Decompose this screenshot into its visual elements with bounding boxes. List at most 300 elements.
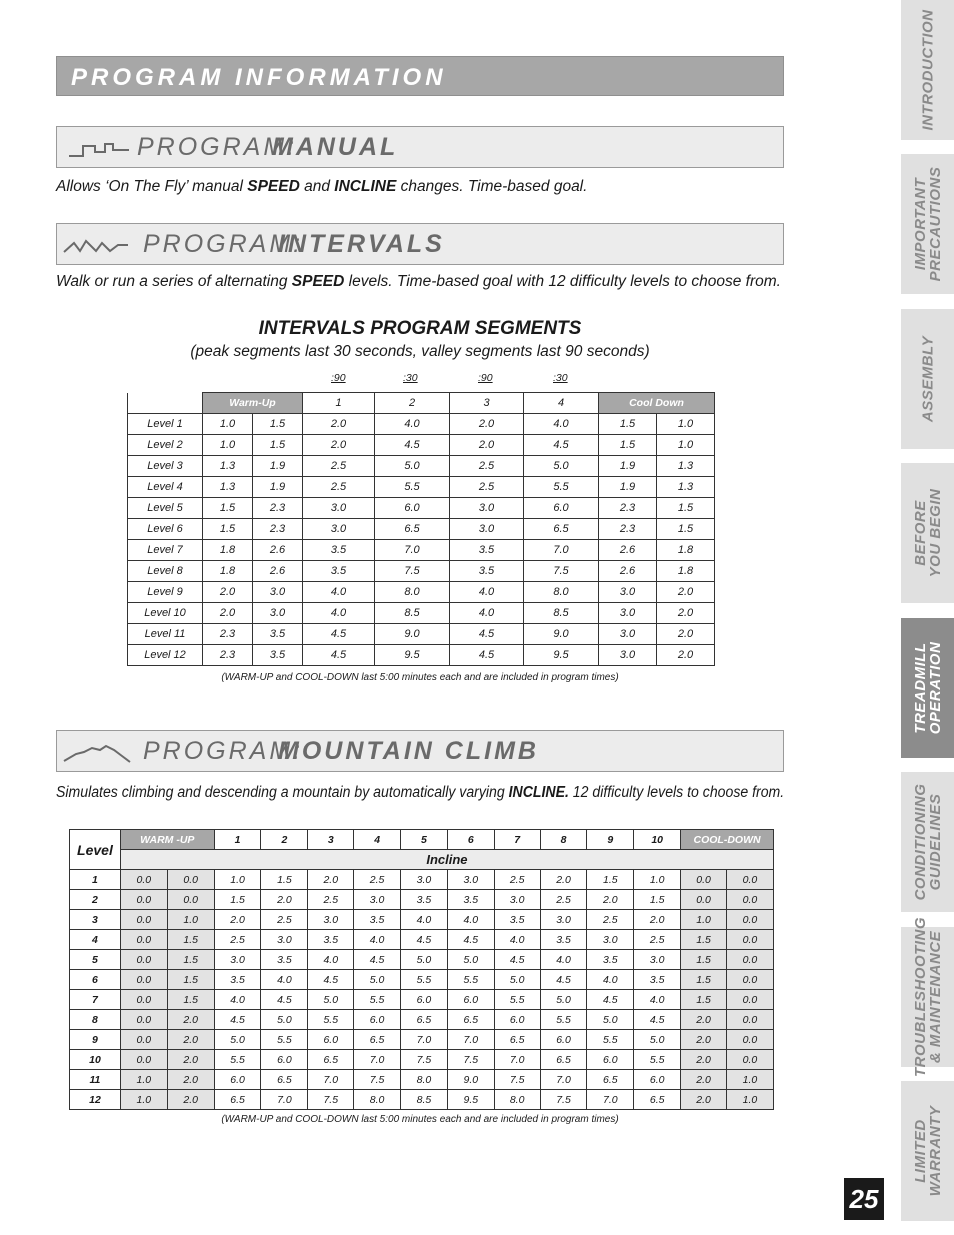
segment-header: 4 xyxy=(524,393,599,414)
speed-cell: 4.0 xyxy=(303,603,375,624)
incline-cell: 0.0 xyxy=(120,950,167,970)
level-label: 4 xyxy=(70,930,121,950)
incline-cell: 3.5 xyxy=(214,970,261,990)
speed-cell: 8.5 xyxy=(375,603,450,624)
incline-cell: 6.5 xyxy=(261,1070,308,1090)
incline-cell: 1.5 xyxy=(214,890,261,910)
mountain-row xyxy=(70,1070,774,1090)
speed-cell: 9.0 xyxy=(375,624,450,645)
segment-header: 1 xyxy=(214,830,261,850)
intervals-row xyxy=(128,498,715,519)
intervals-row xyxy=(128,477,715,498)
speed-cell: 4.5 xyxy=(375,435,450,456)
incline-cell: 3.5 xyxy=(354,910,401,930)
speed-cell: 1.5 xyxy=(599,435,657,456)
side-tab-label: TROUBLESHOOTING & MAINTENANCE xyxy=(911,917,944,1077)
speed-cell: 1.3 xyxy=(657,456,715,477)
incline-cell: 8.0 xyxy=(354,1090,401,1110)
incline-cell: 3.5 xyxy=(308,930,354,950)
intervals-row xyxy=(128,645,715,666)
incline-cell: 0.0 xyxy=(120,970,167,990)
incline-cell: 1.0 xyxy=(214,870,261,890)
incline-cell: 0.0 xyxy=(726,910,773,930)
side-tab-label: TREADMILL OPERATION xyxy=(911,641,944,735)
side-tab[interactable] xyxy=(901,309,954,449)
incline-cell: 0.0 xyxy=(167,890,214,910)
incline-cell: 7.0 xyxy=(401,1030,448,1050)
incline-cell: 1.0 xyxy=(120,1090,167,1110)
incline-cell: 1.5 xyxy=(681,930,727,950)
incline-cell: 6.0 xyxy=(540,1030,587,1050)
speed-cell: 4.5 xyxy=(450,645,524,666)
incline-cell: 4.5 xyxy=(587,990,634,1010)
incline-cell: 5.5 xyxy=(540,1010,587,1030)
side-tab-label: LIMITED WARRANTY xyxy=(911,1105,944,1197)
speed-cell: 4.0 xyxy=(375,414,450,435)
speed-cell: 1.0 xyxy=(657,435,715,456)
speed-cell: 2.3 xyxy=(203,624,253,645)
mountain-row xyxy=(70,970,774,990)
level-label: Level 2 xyxy=(128,435,203,456)
warmup-header: Warm-Up xyxy=(203,393,303,414)
speed-cell: 9.5 xyxy=(524,645,599,666)
incline-cell: 0.0 xyxy=(726,870,773,890)
incline-cell: 1.5 xyxy=(634,890,681,910)
incline-cell: 6.0 xyxy=(261,1050,308,1070)
incline-cell: 0.0 xyxy=(726,890,773,910)
speed-cell: 1.3 xyxy=(203,477,253,498)
speed-cell: 1.8 xyxy=(203,540,253,561)
intervals-row xyxy=(128,540,715,561)
speed-cell: 7.5 xyxy=(524,561,599,582)
level-label: 10 xyxy=(70,1050,121,1070)
incline-cell: 6.0 xyxy=(494,1010,540,1030)
incline-cell: 7.5 xyxy=(308,1090,354,1110)
incline-cell: 1.0 xyxy=(120,1070,167,1090)
speed-cell: 4.5 xyxy=(450,624,524,645)
incline-cell: 2.0 xyxy=(261,890,308,910)
intervals-row xyxy=(128,603,715,624)
incline-cell: 2.0 xyxy=(681,1090,727,1110)
level-label: Level 4 xyxy=(128,477,203,498)
side-tab[interactable] xyxy=(901,1081,954,1221)
segment-header: 5 xyxy=(401,830,448,850)
incline-cell: 5.0 xyxy=(401,950,448,970)
incline-cell: 7.5 xyxy=(447,1050,494,1070)
incline-cell: 5.5 xyxy=(308,1010,354,1030)
incline-cell: 5.0 xyxy=(540,990,587,1010)
speed-cell: 3.5 xyxy=(303,561,375,582)
incline-cell: 3.0 xyxy=(354,890,401,910)
speed-cell: 6.0 xyxy=(375,498,450,519)
incline-cell: 6.0 xyxy=(354,1010,401,1030)
incline-cell: 0.0 xyxy=(120,890,167,910)
incline-cell: 0.0 xyxy=(120,1010,167,1030)
incline-cell: 4.0 xyxy=(214,990,261,1010)
speed-cell: 5.5 xyxy=(375,477,450,498)
incline-cell: 1.5 xyxy=(681,970,727,990)
incline-cell: 0.0 xyxy=(726,970,773,990)
mountain-row xyxy=(70,1030,774,1050)
speed-cell: 2.0 xyxy=(657,624,715,645)
incline-cell: 3.5 xyxy=(447,890,494,910)
program-intervals-header xyxy=(56,223,784,265)
speed-cell: 5.0 xyxy=(375,456,450,477)
incline-cell: 2.5 xyxy=(354,870,401,890)
incline-cell: 2.0 xyxy=(167,1010,214,1030)
side-tab-label: BEFORE YOU BEGIN xyxy=(911,488,944,578)
incline-cell: 4.0 xyxy=(308,950,354,970)
speed-cell: 2.5 xyxy=(303,477,375,498)
warmup-header: WARM -UP xyxy=(120,830,214,850)
speed-cell: 3.0 xyxy=(303,519,375,540)
side-tab-label: CONDITIONING GUIDELINES xyxy=(911,783,944,901)
incline-cell: 4.0 xyxy=(494,930,540,950)
side-tab[interactable] xyxy=(901,772,954,912)
incline-cell: 4.5 xyxy=(401,930,448,950)
level-label: 6 xyxy=(70,970,121,990)
segment-header: 4 xyxy=(354,830,401,850)
mountain-prefix: PROGRAM: xyxy=(143,737,304,765)
speed-cell: 3.0 xyxy=(599,603,657,624)
incline-cell: 4.0 xyxy=(634,990,681,1010)
mountain-row xyxy=(70,890,774,910)
incline-cell: 1.0 xyxy=(681,910,727,930)
speed-cell: 2.6 xyxy=(599,561,657,582)
speed-cell: 9.0 xyxy=(524,624,599,645)
side-tab[interactable] xyxy=(901,154,954,294)
speed-cell: 1.9 xyxy=(253,456,303,477)
incline-cell: 3.0 xyxy=(308,910,354,930)
level-label: Level 5 xyxy=(128,498,203,519)
speed-cell: 2.5 xyxy=(450,477,524,498)
speed-cell: 8.5 xyxy=(524,603,599,624)
speed-cell: 2.0 xyxy=(657,645,715,666)
speed-cell: 2.3 xyxy=(253,519,303,540)
incline-cell: 3.0 xyxy=(401,870,448,890)
mountain-name: MOUNTAIN CLIMB xyxy=(278,737,539,765)
level-label: 11 xyxy=(70,1070,121,1090)
incline-cell: 1.0 xyxy=(634,870,681,890)
speed-cell: 1.8 xyxy=(203,561,253,582)
intervals-profile-icon xyxy=(62,235,132,257)
incline-cell: 4.0 xyxy=(540,950,587,970)
incline-cell: 5.5 xyxy=(634,1050,681,1070)
incline-cell: 3.0 xyxy=(261,930,308,950)
speed-cell: 1.3 xyxy=(657,477,715,498)
segment-header: 3 xyxy=(450,393,524,414)
incline-cell: 0.0 xyxy=(120,930,167,950)
incline-cell: 3.0 xyxy=(494,890,540,910)
mountain-row xyxy=(70,870,774,890)
speed-cell: 1.5 xyxy=(599,414,657,435)
program-mountain-header xyxy=(56,730,784,772)
speed-cell: 1.5 xyxy=(657,498,715,519)
segment-header: 3 xyxy=(308,830,354,850)
cooldown-header: COOL-DOWN xyxy=(681,830,774,850)
page-title: PROGRAM INFORMATION xyxy=(71,64,447,91)
incline-cell: 8.0 xyxy=(401,1070,448,1090)
manual-description: Allows ‘On The Fly’ manual SPEED and INCLINE changes. Time-based goal. xyxy=(56,178,588,195)
speed-cell: 2.6 xyxy=(599,540,657,561)
incline-cell: 4.0 xyxy=(587,970,634,990)
incline-cell: 2.0 xyxy=(681,1030,727,1050)
incline-cell: 0.0 xyxy=(726,990,773,1010)
speed-cell: 3.5 xyxy=(253,645,303,666)
incline-cell: 7.5 xyxy=(494,1070,540,1090)
intervals-name: INTERVALS xyxy=(278,230,445,258)
segment-header: 2 xyxy=(375,393,450,414)
mountain-row xyxy=(70,1010,774,1030)
speed-cell: 1.5 xyxy=(253,414,303,435)
incline-cell: 2.0 xyxy=(167,1070,214,1090)
incline-cell: 8.5 xyxy=(401,1090,448,1110)
level-label: Level 7 xyxy=(128,540,203,561)
mountain-row xyxy=(70,910,774,930)
speed-cell: 8.0 xyxy=(375,582,450,603)
intervals-prefix: PROGRAM: xyxy=(143,230,304,258)
side-tab-label: IMPORTANT PRECAUTIONS xyxy=(911,166,944,282)
side-tab[interactable] xyxy=(901,463,954,603)
speed-cell: 3.0 xyxy=(599,645,657,666)
speed-cell: 3.0 xyxy=(450,519,524,540)
program-manual-header xyxy=(56,126,784,168)
page-title-bar xyxy=(56,56,784,96)
incline-cell: 6.0 xyxy=(634,1070,681,1090)
mountain-header-row xyxy=(70,830,774,850)
mountain-row xyxy=(70,950,774,970)
incline-cell: 5.0 xyxy=(447,950,494,970)
incline-cell: 6.0 xyxy=(587,1050,634,1070)
incline-cell: 0.0 xyxy=(726,950,773,970)
level-label: 12 xyxy=(70,1090,121,1110)
incline-cell: 6.0 xyxy=(308,1030,354,1050)
speed-cell: 3.0 xyxy=(599,624,657,645)
intervals-row xyxy=(128,456,715,477)
incline-cell: 6.5 xyxy=(447,1010,494,1030)
speed-cell: 4.0 xyxy=(303,582,375,603)
incline-cell: 5.5 xyxy=(494,990,540,1010)
speed-cell: 2.3 xyxy=(599,519,657,540)
incline-cell: 9.0 xyxy=(447,1070,494,1090)
incline-cell: 5.0 xyxy=(587,1010,634,1030)
mountain-row xyxy=(70,990,774,1010)
segment-header: 2 xyxy=(261,830,308,850)
mountain-row xyxy=(70,930,774,950)
intervals-row xyxy=(128,624,715,645)
mountain-row xyxy=(70,1090,774,1110)
incline-cell: 3.5 xyxy=(634,970,681,990)
incline-cell: 7.0 xyxy=(494,1050,540,1070)
speed-cell: 6.5 xyxy=(375,519,450,540)
incline-cell: 5.5 xyxy=(354,990,401,1010)
speed-cell: 5.0 xyxy=(524,456,599,477)
incline-cell: 5.0 xyxy=(308,990,354,1010)
speed-cell: 4.5 xyxy=(303,624,375,645)
side-tab-label: ASSEMBLY xyxy=(919,335,936,423)
intervals-row xyxy=(128,582,715,603)
incline-cell: 4.5 xyxy=(354,950,401,970)
incline-header: Incline xyxy=(120,850,773,870)
incline-cell: 0.0 xyxy=(120,990,167,1010)
speed-cell: 4.0 xyxy=(524,414,599,435)
incline-cell: 5.5 xyxy=(214,1050,261,1070)
segment-time: :90 xyxy=(331,372,346,384)
incline-cell: 6.5 xyxy=(494,1030,540,1050)
incline-cell: 7.0 xyxy=(308,1070,354,1090)
incline-cell: 5.0 xyxy=(634,1030,681,1050)
incline-cell: 2.5 xyxy=(587,910,634,930)
incline-cell: 5.5 xyxy=(401,970,448,990)
incline-cell: 4.5 xyxy=(540,970,587,990)
intervals-table-title: INTERVALS PROGRAM SEGMENTS xyxy=(258,318,582,339)
incline-cell: 3.5 xyxy=(401,890,448,910)
incline-cell: 2.5 xyxy=(214,930,261,950)
incline-cell: 4.5 xyxy=(494,950,540,970)
speed-cell: 2.0 xyxy=(657,603,715,624)
incline-cell: 4.5 xyxy=(308,970,354,990)
speed-cell: 3.0 xyxy=(253,582,303,603)
incline-cell: 6.5 xyxy=(587,1070,634,1090)
speed-cell: 3.0 xyxy=(599,582,657,603)
side-tab[interactable] xyxy=(901,917,954,1077)
speed-cell: 1.5 xyxy=(657,519,715,540)
incline-cell: 0.0 xyxy=(726,1010,773,1030)
mountain-climb-table xyxy=(69,829,774,1110)
incline-cell: 6.0 xyxy=(214,1070,261,1090)
level-label: 7 xyxy=(70,990,121,1010)
incline-cell: 6.5 xyxy=(540,1050,587,1070)
incline-cell: 2.0 xyxy=(634,910,681,930)
level-label: Level 11 xyxy=(128,624,203,645)
intervals-footnote: (WARM-UP and COOL-DOWN last 5:00 minutes each and are included in program times) xyxy=(221,672,619,683)
speed-cell: 7.5 xyxy=(375,561,450,582)
speed-cell: 1.3 xyxy=(203,456,253,477)
intervals-description: Walk or run a series of alternating SPEED levels. Time-based goal with 12 difficulty levels to choose from. xyxy=(56,273,781,290)
incline-cell: 7.5 xyxy=(401,1050,448,1070)
speed-cell: 4.0 xyxy=(450,582,524,603)
incline-cell: 4.0 xyxy=(447,910,494,930)
page-number: 25 xyxy=(844,1178,884,1220)
incline-cell: 6.0 xyxy=(401,990,448,1010)
level-label: Level 3 xyxy=(128,456,203,477)
speed-cell: 3.0 xyxy=(253,603,303,624)
speed-cell: 2.3 xyxy=(203,645,253,666)
speed-cell: 1.9 xyxy=(599,477,657,498)
speed-cell: 2.6 xyxy=(253,561,303,582)
speed-cell: 2.6 xyxy=(253,540,303,561)
speed-cell: 2.3 xyxy=(253,498,303,519)
incline-cell: 2.0 xyxy=(681,1010,727,1030)
incline-cell: 6.5 xyxy=(354,1030,401,1050)
incline-cell: 2.5 xyxy=(540,890,587,910)
incline-cell: 1.5 xyxy=(681,990,727,1010)
intervals-header-row xyxy=(128,393,715,414)
side-tab[interactable] xyxy=(901,0,954,140)
speed-cell: 3.5 xyxy=(450,540,524,561)
incline-cell: 2.0 xyxy=(587,890,634,910)
speed-cell: 9.5 xyxy=(375,645,450,666)
speed-cell: 2.0 xyxy=(203,603,253,624)
incline-cell: 2.0 xyxy=(308,870,354,890)
level-label: 2 xyxy=(70,890,121,910)
incline-cell: 5.0 xyxy=(214,1030,261,1050)
speed-cell: 5.5 xyxy=(524,477,599,498)
incline-cell: 5.5 xyxy=(261,1030,308,1050)
level-label: 3 xyxy=(70,910,121,930)
speed-cell: 1.5 xyxy=(253,435,303,456)
speed-cell: 1.9 xyxy=(599,456,657,477)
side-tab[interactable] xyxy=(901,618,954,758)
header-blank xyxy=(128,393,203,414)
incline-cell: 7.0 xyxy=(587,1090,634,1110)
speed-cell: 1.0 xyxy=(203,414,253,435)
incline-cell: 4.0 xyxy=(354,930,401,950)
incline-cell: 0.0 xyxy=(726,930,773,950)
incline-cell: 5.5 xyxy=(447,970,494,990)
speed-cell: 2.3 xyxy=(599,498,657,519)
speed-cell: 1.5 xyxy=(203,498,253,519)
intervals-row xyxy=(128,435,715,456)
incline-cell: 6.5 xyxy=(214,1090,261,1110)
speed-cell: 2.0 xyxy=(450,414,524,435)
speed-cell: 7.0 xyxy=(524,540,599,561)
speed-cell: 2.5 xyxy=(450,456,524,477)
incline-cell: 2.5 xyxy=(494,870,540,890)
incline-cell: 6.5 xyxy=(401,1010,448,1030)
speed-cell: 4.5 xyxy=(303,645,375,666)
incline-cell: 0.0 xyxy=(120,910,167,930)
incline-cell: 3.0 xyxy=(540,910,587,930)
segment-time: :30 xyxy=(403,372,418,384)
incline-cell: 5.0 xyxy=(494,970,540,990)
speed-cell: 3.5 xyxy=(450,561,524,582)
level-label: 1 xyxy=(70,870,121,890)
incline-cell: 0.0 xyxy=(681,890,727,910)
incline-cell: 4.0 xyxy=(261,970,308,990)
level-label: 9 xyxy=(70,1030,121,1050)
segment-header: 8 xyxy=(540,830,587,850)
speed-cell: 6.5 xyxy=(524,519,599,540)
incline-cell: 2.5 xyxy=(634,930,681,950)
incline-cell: 7.5 xyxy=(540,1090,587,1110)
side-tab-label: INTRODUCTION xyxy=(919,9,936,131)
incline-cell: 3.0 xyxy=(587,930,634,950)
incline-cell: 4.0 xyxy=(401,910,448,930)
incline-cell: 7.0 xyxy=(540,1070,587,1090)
incline-cell: 5.5 xyxy=(587,1030,634,1050)
incline-cell: 2.0 xyxy=(540,870,587,890)
incline-cell: 1.0 xyxy=(726,1070,773,1090)
incline-cell: 3.5 xyxy=(494,910,540,930)
incline-cell: 8.0 xyxy=(494,1090,540,1110)
level-label: Level 8 xyxy=(128,561,203,582)
incline-cell: 7.0 xyxy=(261,1090,308,1110)
incline-cell: 4.5 xyxy=(261,990,308,1010)
speed-cell: 3.5 xyxy=(303,540,375,561)
incline-cell: 1.5 xyxy=(587,870,634,890)
incline-cell: 1.5 xyxy=(261,870,308,890)
level-header: Level xyxy=(70,830,121,870)
speed-cell: 1.0 xyxy=(657,414,715,435)
level-label: Level 9 xyxy=(128,582,203,603)
segment-time: :30 xyxy=(553,372,568,384)
speed-cell: 2.0 xyxy=(303,435,375,456)
segment-header: 1 xyxy=(303,393,375,414)
incline-cell: 2.0 xyxy=(681,1050,727,1070)
speed-cell: 1.5 xyxy=(203,519,253,540)
mountain-footnote: (WARM-UP and COOL-DOWN last 5:00 minutes each and are included in program times) xyxy=(221,1114,619,1125)
